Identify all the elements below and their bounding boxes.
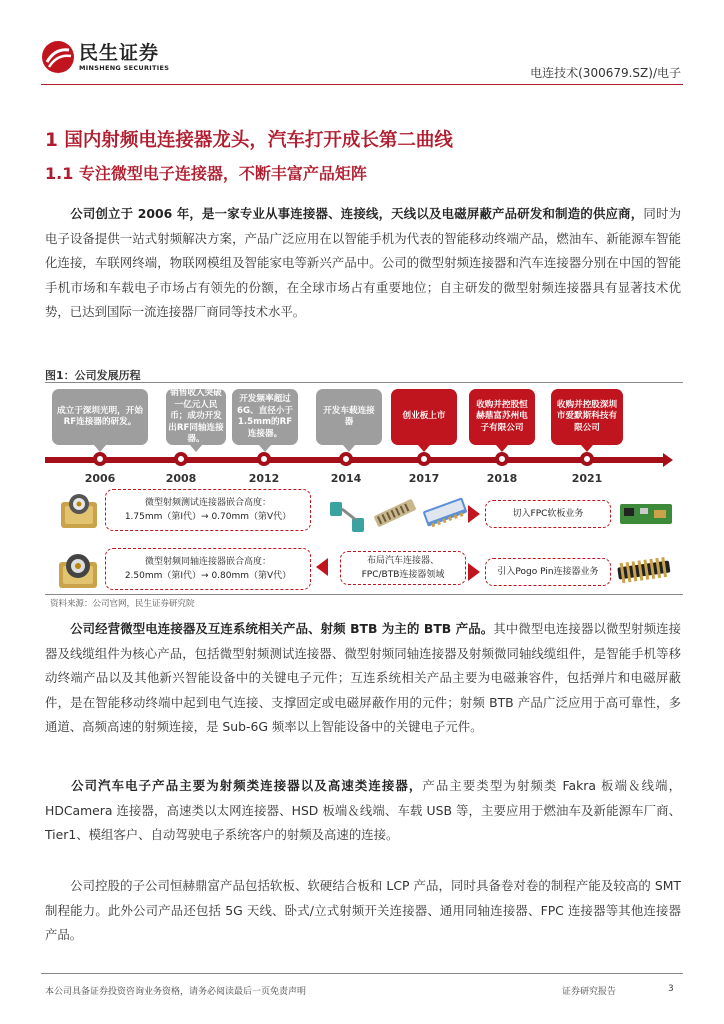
section-heading: 1 国内射频电连接器龙头，汽车打开成长第二曲线 <box>45 130 453 151</box>
year-label: 2018 <box>486 472 518 485</box>
timeline-dot <box>339 452 353 466</box>
footer-divider <box>41 973 683 974</box>
timeline-bar <box>45 457 665 463</box>
event-box-2017: 创业板上市 <box>391 389 457 445</box>
coax-connector-note-value: 2.50mm（第I代）→ 0.80mm（第V代） <box>124 571 292 581</box>
pogo-pin-note: 引入Pogo Pin连接器业务 <box>485 558 611 586</box>
test-connector-note-value: 1.75mm（第I代）→ 0.70mm（第V代） <box>124 512 292 522</box>
paragraph-subsidiary-body: 公司控股的子公司恒赫鼎富产品包括软板、软硬结合板和 LCP 产品，同时具备卷对卷的制程产能及较高的 SMT 制程能力。此外公司产品还包括 5G 天线、卧式/立式射频开关连接器、通用同轴连接器、FPC 连接器等其他连接器产品。 <box>45 878 681 943</box>
paragraph-products-lead: 公司经营微型电连接器及互连系统相关产品、射频 BTB 为主的 BTB 产品。 <box>70 621 494 636</box>
paragraph-automotive-body: 产品主要类型为射频类 Fakra 板端＆线端，HDCamera 连接器，高速类以太网连接器、HSD 板端＆线端、车载 USB 等，主要应用于燃油车及新能源车厂商、Tier1、模组客户、自动驾驶电子系统客户的射频及高速的连接。 <box>45 778 681 843</box>
fakra-connector-image <box>326 498 376 538</box>
arrow-right-icon <box>468 563 480 581</box>
rf-coax-connector-image <box>55 548 101 592</box>
event-box-2012: 开发频率超过6G、直径小于1.5mm的RF连接器。 <box>232 389 298 445</box>
footer-report-type: 证券研究报告 <box>562 987 617 997</box>
coax-connector-note <box>105 548 311 590</box>
event-box-2021: 收购并控股深圳市爱默斯科技有限公司 <box>551 389 623 445</box>
timeline-dot <box>93 452 107 466</box>
event-box-2006: 成立于深圳光明，开始RF连接器的研发。 <box>52 389 148 445</box>
figure-bottom-rule <box>45 594 683 595</box>
paragraph-subsidiary <box>45 874 681 948</box>
paragraph-automotive <box>45 774 681 848</box>
paragraph-products <box>45 617 681 740</box>
logo-en-text: MINSHENG SECURITIES <box>79 64 170 72</box>
timeline-dot <box>257 452 271 466</box>
event-box-2008: 销售收入突破一亿元人民币；成功开发出RF同轴连接器。 <box>166 389 226 445</box>
auto-connector-note-title: 布局汽车连接器、 <box>366 556 439 566</box>
header-divider <box>41 84 683 85</box>
footer-disclaimer: 本公司具备证券投资咨询业务资格，请务必阅读最后一页免责声明 <box>45 987 307 997</box>
year-label: 2017 <box>408 472 440 485</box>
doc-reference: 电连技术(300679.SZ)/电子 <box>530 66 681 80</box>
paragraph-intro <box>45 202 681 325</box>
figure-source: 资料来源：公司官网，民生证券研究院 <box>50 599 195 609</box>
timeline-dot <box>174 452 188 466</box>
company-logo <box>41 40 169 74</box>
paragraph-intro-body: 同时为电子设备提供一站式射频解决方案，产品广泛应用在以智能手机为代表的智能移动终端产品，燃油车、新能源车智能化连接，车联网终端，物联网模组及智能家电等新兴产品中。公司的微型射频连接器和汽车连接器分别在中国的智能手机市场和车载电子市场占有领先的份额，在全球市场占有重要地位；自主研发的微型射频连接器具有显著技术优势，已达到国际一流连接器厂商同等技术水平。 <box>45 206 682 320</box>
btb-connector-image <box>372 495 418 531</box>
subsection-heading: 1.1 专注微型电子连接器，不断丰富产品矩阵 <box>45 164 367 183</box>
year-label: 2006 <box>84 472 116 485</box>
figure-title: 图1：公司发展历程 <box>45 369 141 382</box>
timeline-arrow-icon <box>663 453 673 467</box>
timeline-dot <box>580 452 594 466</box>
test-connector-note <box>105 489 311 531</box>
fpc-connector-image <box>420 492 470 532</box>
timeline-dot <box>495 452 509 466</box>
auto-connector-note <box>340 551 466 585</box>
figure-top-rule <box>45 382 683 383</box>
auto-connector-note-value: FPC/BTB连接器领域 <box>361 570 445 580</box>
year-label: 2008 <box>165 472 197 485</box>
test-connector-note-title: 微型射频测试连接器嵌合高度： <box>144 498 271 508</box>
arrow-right-icon <box>468 505 480 523</box>
rf-test-connector-image <box>57 490 101 532</box>
event-box-2014: 开发车载连接器 <box>316 389 382 445</box>
arrow-up-icon <box>316 558 328 576</box>
event-box-2018: 收购并控股恒赫鼎富苏州电子有限公司 <box>469 389 535 445</box>
fpc-business-note: 切入FPC软板业务 <box>485 500 611 528</box>
page-number: 3 <box>668 984 674 994</box>
fpc-board-image <box>618 496 674 532</box>
year-label: 2021 <box>571 472 603 485</box>
paragraph-automotive-lead: 公司汽车电子产品主要为射频类连接器以及高速类连接器， <box>70 778 423 793</box>
pogo-pin-image <box>616 556 672 586</box>
timeline-dot <box>417 452 431 466</box>
paragraph-intro-lead: 公司创立于 2006 年，是一家专业从事连接器、连接线，天线以及电磁屏蔽产品研发和制造的供应商， <box>70 206 644 221</box>
paragraph-products-body: 其中微型电连接器以微型射频连接器及线缆组件为核心产品，包括微型射频测试连接器、微型射频同轴连接器及射频微同轴线缆组件，是智能手机等移动终端产品以及其他新兴智能设备中的关键电子元件；互连系统相关产品主要为电磁兼容件，包括弹片和电磁屏蔽件，是在智能移动终端中起到电气连接、支撑固定或电磁屏蔽作用的元件；射频 BTB 产品广泛应用于高可靠性，多通道、高频高速的射频连接，是 Sub-6G 频率以上智能设备中的关键电子元件。 <box>45 621 682 735</box>
year-label: 2014 <box>330 472 362 485</box>
coax-connector-note-title: 微型射频同轴连接器嵌合高度： <box>144 557 271 567</box>
year-label: 2012 <box>248 472 280 485</box>
logo-cn-text: 民生证券 <box>79 42 160 64</box>
logo-mark-icon <box>41 40 75 74</box>
